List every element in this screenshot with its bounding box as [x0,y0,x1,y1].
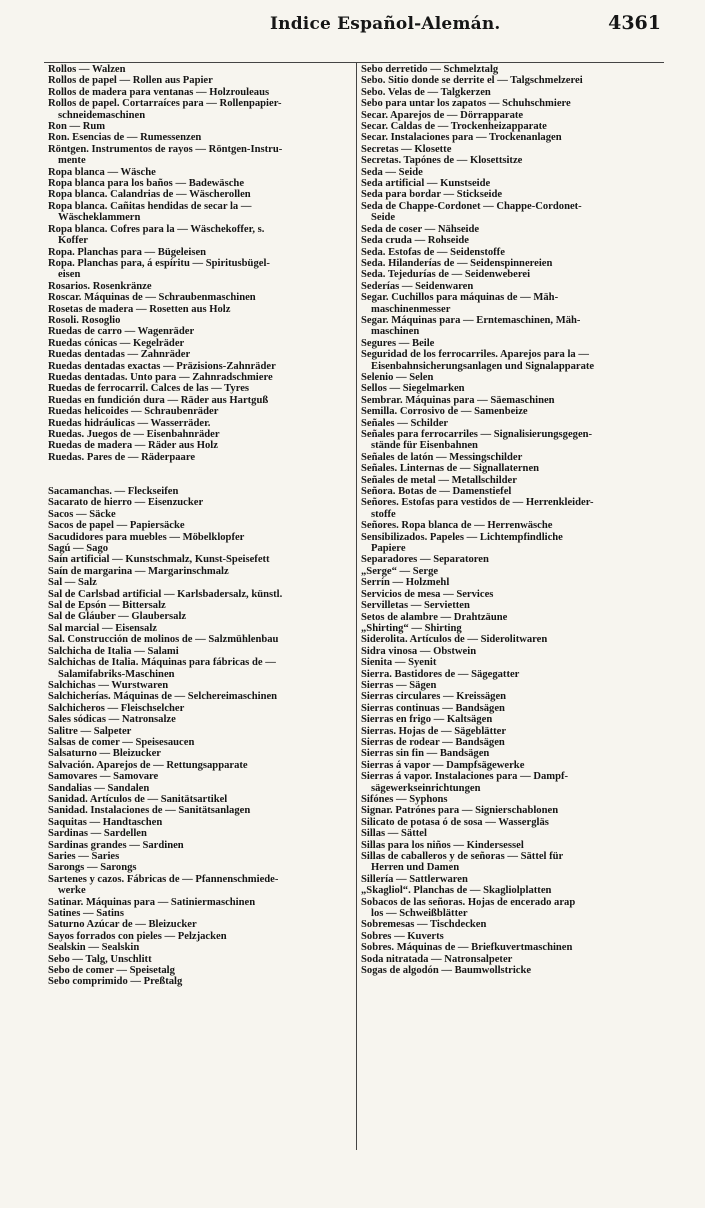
index-entry: Salchicheros — Fleischselcher [48,702,185,714]
index-entry: Salsaturno — Bleizucker [48,748,161,760]
index-entry: Secar. Instalaciones para — Trockenanlagen [361,132,562,144]
index-entry: Sillas para los niños — Kindersessel [361,839,524,851]
index-entry: Sebo. Sitio donde se derrite el — Talgschmelzerei [361,75,583,87]
index-entry: Señales de metal — Metallschilder [361,474,517,486]
index-entry: Seda. Hilanderías de — Seidenspinnereien [361,257,553,269]
index-entry: „Shirting“ — Shirting [361,622,462,634]
index-entry: Salamifabriks-Maschinen [58,668,175,680]
index-entry: eisen [58,269,81,281]
left-column [48,64,351,988]
index-entry: Seda de coser — Nähseide [361,223,480,235]
index-entry: Saturno Azúcar de — Bleizucker [48,919,197,931]
index-entry: Sierras. Hojas de — Sägeblätter [361,725,507,737]
index-entry: Sacamanchas. — Fleckseifen [48,486,179,497]
right-column [361,64,661,977]
page-header [0,14,705,44]
index-entry: Servilletas — Servietten [361,600,470,612]
index-entry: Ruedas hidráulicas — Wasserräder. [48,417,211,429]
index-entry: Setos de alambre — Drahtzäune [361,611,508,623]
index-entry: Sobres — Kuverts [361,930,444,942]
index-entry: Secretas. Tapónes de — Klosettsitze [361,155,523,167]
index-entry: Sierras — Sägen [361,679,437,691]
index-entry: Sobremesas — Tischdecken [361,919,487,931]
index-entry: mente [58,155,86,167]
index-entry: „Skagliol“. Planchas de — Skagliolplatten [361,885,552,897]
index-entry: Sal marcial — Eisensalz [48,622,157,634]
index-entry: Ropa blanca. Cofres para la — Wäschekoffer, s. [48,223,265,235]
index-entry: Ruedas de madera — Räder aus Holz [48,440,218,452]
index-entry: Satinar. Máquinas para — Satiniermaschinen [48,896,256,908]
index-entry: Salchichas — Wurstwaren [48,679,169,691]
index-entry: Seda. Tejedurías de — Seidenweberei [361,269,531,281]
index-entry: Sanidad. Artículos de — Sanitätsartikel [48,793,228,805]
index-entry: Ropa blanca para los baños — Badewäsche [48,178,245,190]
index-entry: Sobres. Máquinas de — Briefkuvertmaschinen [361,942,573,954]
index-entry: Salchicherías. Máquinas de — Selchereimaschinen [48,691,278,703]
index-entry: Saín artificial — Kunstschmalz, Kunst-Speisefett [48,554,270,566]
index-entry: Segar. Cuchillos para máquinas de — Mäh- [361,292,559,304]
index-entry: Salvación. Aparejos de — Rettungsapparate [48,759,248,771]
index-entry: Sierras en frigo — Kaltsägen [361,714,493,726]
index-entry: Secar. Caldas de — Trockenheizapparate [361,121,547,133]
index-entry: Sierras sin fin — Bandsägen [361,748,490,760]
index-entry: Ropa. Planchas para, á espíritu — Spiritusbügel- [48,257,270,269]
index-entry: Sierras á vapor. Instalaciones para — Dampf- [361,771,569,783]
index-entry: Sellos — Siegelmarken [361,383,465,395]
index-entry: Samovares — Samovare [48,771,159,783]
index-entry: Saries — Saries [48,851,120,862]
index-entry: Segar. Máquinas para — Erntemaschinen, Mäh- [361,314,581,326]
index-entry: Sebo. Velas de — Talgkerzen [361,86,491,98]
index-entry: Seide [371,212,396,224]
index-entry: Salitre — Salpeter [48,725,132,737]
index-entry: Sensibilizados. Papeles — Lichtempfindliche [361,531,563,543]
index-entry: Satines — Satins [48,908,124,920]
index-entry: Ruedas. Juegos de — Eisenbahnräder [48,429,220,440]
index-entry: sägewerkseinrichtungen [371,782,481,794]
index-entry: Sacudidores para muebles — Möbelklopfer [48,531,245,543]
index-entry: Separadores — Separatoren [361,554,489,566]
index-entry: los — Schweißblätter [371,908,468,920]
index-entry: Seda artificial — Kunstseide [361,178,491,190]
index-entry: Sobacos de las señoras. Hojas de encerado arap [361,896,576,908]
index-entry: Señales de latón — Messingschilder [361,451,523,463]
index-entry: Ruedas dentadas — Zahnräder [48,349,191,361]
index-entry: Sembrar. Máquinas para — Säemaschinen [361,394,555,406]
index-entry: Ropa blanca. Cañitas hendidas de secar la — [48,200,252,212]
index-entry: Sal. Construcción de molinos de — Salzmühlenbau [48,634,279,646]
index-entry: Señora. Botas de — Damenstiefel [361,486,512,498]
index-entry: Sacos — Säcke [48,508,116,520]
index-entry: Sierras á vapor — Dampfsägewerke [361,759,525,771]
index-entry: schneidemaschinen [58,109,146,121]
index-entry: Ruedas dentadas. Unto para — Zahnradschmiere [48,371,273,383]
index-entry: Siderolita. Artículos de — Siderolitwaren [361,634,548,646]
index-entry: Seguridad de los ferrocarriles. Aparejos para la — [361,349,589,361]
index-entry: Ron — Rum [48,121,106,133]
index-entry: Sederías — Seidenwaren [361,280,474,292]
index-entry: Soda nitratada — Natronsalpeter [361,953,513,965]
index-entry: Seda — Seide [361,166,423,178]
index-entry: Señores. Ropa blanca de — Herrenwäsche [361,520,553,532]
index-entry: Sartenes y cazos. Fábricas de — Pfannenschmiede- [48,873,279,885]
index-entry: Segures — Beile [361,337,435,349]
index-entry: Salsas de comer — Speisesaucen [48,736,195,748]
index-entry: Sardinas grandes — Sardinen [48,839,184,851]
index-entry: Sienita — Syenit [361,657,437,669]
index-entry: Rollos de madera para ventanas — Holzrouleaus [48,86,270,98]
index-entry: Sebo de comer — Speisetalg [48,965,175,977]
index-entry: Sealskin — Sealskin [48,942,140,954]
index-entry: „Serge“ — Serge [361,565,439,577]
index-entry: Seda de Chappe-Cordonet — Chappe-Cordonet- [361,200,582,212]
index-entry: Sales sódicas — Natronsalze [48,714,176,726]
index-entry: Sal de Epsón — Bittersalz [48,600,166,612]
index-entry: Sierra. Bastidores de — Sägegatter [361,668,520,680]
index-entry: Seda para bordar — Stickseide [361,189,503,201]
index-entry: Ruedas de ferrocarril. Calces de las — Tyres [48,383,250,395]
index-entry: Ropa. Planchas para — Bügeleisen [48,246,207,258]
index-entry: Sebo comprimido — Preßtalg [48,976,183,988]
index-entry: Roscar. Máquinas de — Schraubenmaschinen [48,292,256,304]
index-entry: Señales. Linternas de — Signallaternen [361,463,540,475]
index-entry: Señales para ferrocarriles — Signalisierungsgegen- [361,429,593,440]
index-entry: Sal de Carlsbad artificial — Karlsbadersalz, künstl. [48,588,283,600]
index-entry: Herren und Damen [371,862,460,874]
index-entry: Sierras continuas — Bandsägen [361,702,505,714]
index-entry: Ruedas en fundición dura — Räder aus Hartguß [48,394,269,406]
index-entry: Ruedas de carro — Wagenräder [48,326,195,338]
index-entry: werke [58,885,86,897]
index-entry: Salchichas de Italia. Máquinas para fábricas de — [48,657,276,669]
index-entry: Salchicha de Italia — Salami [48,645,179,657]
page-title: Indice Español-Alemán. [270,14,501,34]
section-gap [48,475,351,486]
index-entry: Semilla. Corrosivo de — Samenbeize [361,406,528,418]
index-entry: Señales — Schilder [361,417,449,429]
index-entry: Ron. Esencias de — Rumessenzen [48,132,202,144]
index-entry: Sanidad. Instalaciones de — Sanitätsanlagen [48,805,251,817]
index-entry: Sandalias — Sandalen [48,782,150,794]
index-entry: Serrín — Holzmehl [361,577,450,589]
index-entry: Secar. Aparejos de — Dörrapparate [361,109,524,121]
index-entry: Seda. Estofas de — Seidenstoffe [361,246,505,258]
index-entry: Ropa blanca. Calandrias de — Wäscherollen [48,189,251,201]
index-entry: Servicios de mesa — Services [361,588,494,600]
index-entry: Rollos — Walzen [48,64,126,75]
index-entry: Sebo — Talg, Unschlitt [48,953,152,965]
index-entry: Ruedas. Pares de — Räderpaare [48,451,196,463]
index-entry: Silicato de potasa ó de sosa — Wassergläs [361,816,549,828]
index-entry: Sacos de papel — Papiersäcke [48,520,185,532]
index-entry: Papiere [371,543,406,555]
index-entry: Sillería — Sattlerwaren [361,873,468,885]
index-entry: Wäscheklammern [58,212,141,224]
index-entry: Sebo para untar los zapatos — Schuhschmiere [361,98,571,110]
index-entry: maschinenmesser [371,303,451,315]
index-entry: Eisenbahnsicherungsanlagen und Signalapparate [371,360,595,372]
index-entry: Sogas de algodón — Baumwollstricke [361,965,532,977]
index-entry: Secretas — Klosette [361,143,452,155]
index-entry: Sal de Gláuber — Glaubersalz [48,611,187,623]
index-entry: Rosoli. Rosoglio [48,314,121,326]
section-gap [48,463,351,474]
index-entry: Sardinas — Sardellen [48,828,147,840]
index-entry: Rollos de papel. Cortarraíces para — Rollenpapier- [48,98,282,110]
index-entry: Sierras de rodear — Bandsägen [361,736,505,748]
index-entry: Saín de margarina — Margarinschmalz [48,565,229,577]
index-entry: Rosetas de madera — Rosetten aus Holz [48,303,231,315]
index-entry: Ropa blanca — Wäsche [48,166,156,178]
index-entry: Signar. Patrónes para — Signierschablonen [361,805,559,817]
index-entry: Sierras circulares — Kreissägen [361,691,507,703]
index-entry: stoffe [371,508,396,520]
index-entry: Sayos forrados con pieles — Pelzjacken [48,930,227,942]
index-entry: Sagú — Sago [48,543,109,555]
index-entry: Rosarios. Rosenkränze [48,280,152,292]
index-entry: Sillas — Sättel [361,828,427,840]
index-entry: Seda cruda — Rohseide [361,235,470,247]
index-entry: Sarongs — Sarongs [48,862,137,874]
index-entry: Ruedas dentadas exactas — Präzisions-Zahnräder [48,360,276,372]
index-entry: Sal — Salz [48,577,97,589]
index-entry: Saquitas — Handtaschen [48,816,163,828]
column-divider [356,62,357,1150]
index-entry: Röntgen. Instrumentos de rayos — Röntgen-Instru- [48,143,283,155]
index-entry: Sebo derretido — Schmelztalg [361,64,499,75]
index-entry: Koffer [58,235,88,247]
index-entry: Ruedas helicoides — Schraubenräder [48,406,219,418]
index-entry: Sillas de caballeros y de señoras — Sättel für [361,851,564,863]
index-entry: Señores. Estofas para vestidos de — Herrenkleider- [361,497,594,509]
page-number: 4361 [608,12,661,34]
index-entry: maschinen [371,326,420,338]
index-entry: Sifónes — Syphons [361,794,448,805]
index-entry: stände für Eisenbahnen [371,440,478,452]
index-entry: Sacarato de hierro — Eisenzucker [48,497,204,509]
index-entry: Rollos de papel — Rollen aus Papier [48,75,213,87]
index-entry: Ruedas cónicas — Kegelräder [48,337,185,349]
index-entry: Selenio — Selen [361,371,434,383]
index-entry: Sidra vinosa — Obstwein [361,645,477,657]
